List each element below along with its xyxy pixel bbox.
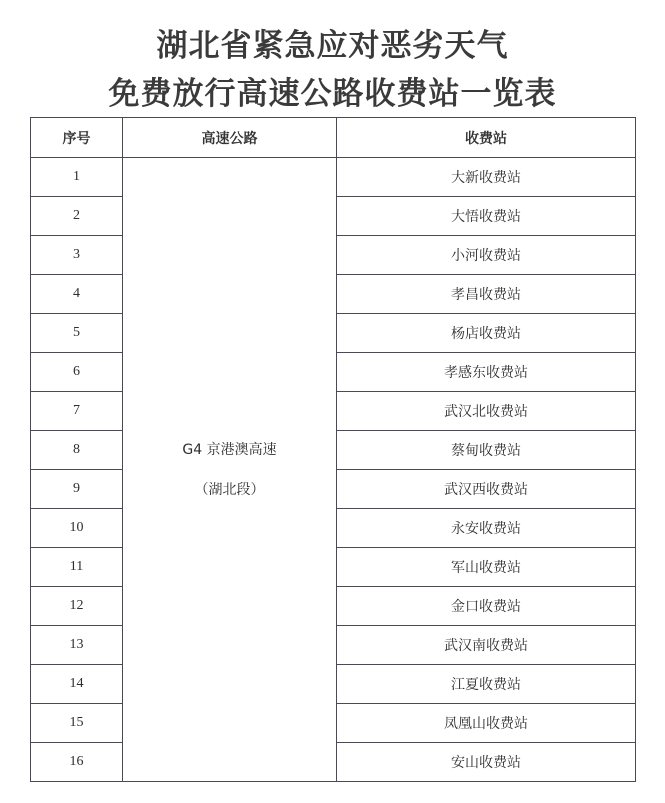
- row-station: 蔡甸收费站: [337, 431, 636, 470]
- row-station: 孝昌收费站: [337, 275, 636, 314]
- row-index: 7: [31, 392, 123, 431]
- toll-station-table: [30, 117, 636, 782]
- highway-cell: [123, 158, 337, 782]
- document-title: [0, 22, 665, 118]
- header-station: 收费站: [337, 118, 636, 158]
- row-index: 3: [31, 236, 123, 275]
- row-station: 武汉南收费站: [337, 626, 636, 665]
- row-index: 10: [31, 509, 123, 548]
- row-station: 武汉西收费站: [337, 470, 636, 509]
- header-index: 序号: [31, 118, 123, 158]
- title-line-2: 免费放行高速公路收费站一览表: [108, 76, 557, 112]
- row-index: 1: [31, 158, 123, 197]
- row-index: 13: [31, 626, 123, 665]
- title-line-1: 湖北省紧急应对恶劣天气: [156, 28, 509, 64]
- table-row: [31, 158, 636, 197]
- table-header-row: [31, 118, 636, 158]
- row-station: 永安收费站: [337, 509, 636, 548]
- row-station: 武汉北收费站: [337, 392, 636, 431]
- row-station: 孝感东收费站: [337, 353, 636, 392]
- row-index: 5: [31, 314, 123, 353]
- row-station: 大悟收费站: [337, 197, 636, 236]
- row-index: 11: [31, 548, 123, 587]
- row-index: 4: [31, 275, 123, 314]
- header-highway: 高速公路: [123, 118, 337, 158]
- row-station: 凤凰山收费站: [337, 704, 636, 743]
- row-index: 16: [31, 743, 123, 782]
- row-index: 9: [31, 470, 123, 509]
- row-station: 大新收费站: [337, 158, 636, 197]
- row-station: 安山收费站: [337, 743, 636, 782]
- highway-segment: （湖北段）: [194, 481, 265, 498]
- row-index: 6: [31, 353, 123, 392]
- row-index: 12: [31, 587, 123, 626]
- row-station: 杨店收费站: [337, 314, 636, 353]
- row-station: 金口收费站: [337, 587, 636, 626]
- highway-name: G4 京港澳高速: [182, 441, 277, 458]
- row-index: 15: [31, 704, 123, 743]
- row-index: 8: [31, 431, 123, 470]
- row-index: 2: [31, 197, 123, 236]
- row-station: 小河收费站: [337, 236, 636, 275]
- row-station: 军山收费站: [337, 548, 636, 587]
- row-index: 14: [31, 665, 123, 704]
- row-station: 江夏收费站: [337, 665, 636, 704]
